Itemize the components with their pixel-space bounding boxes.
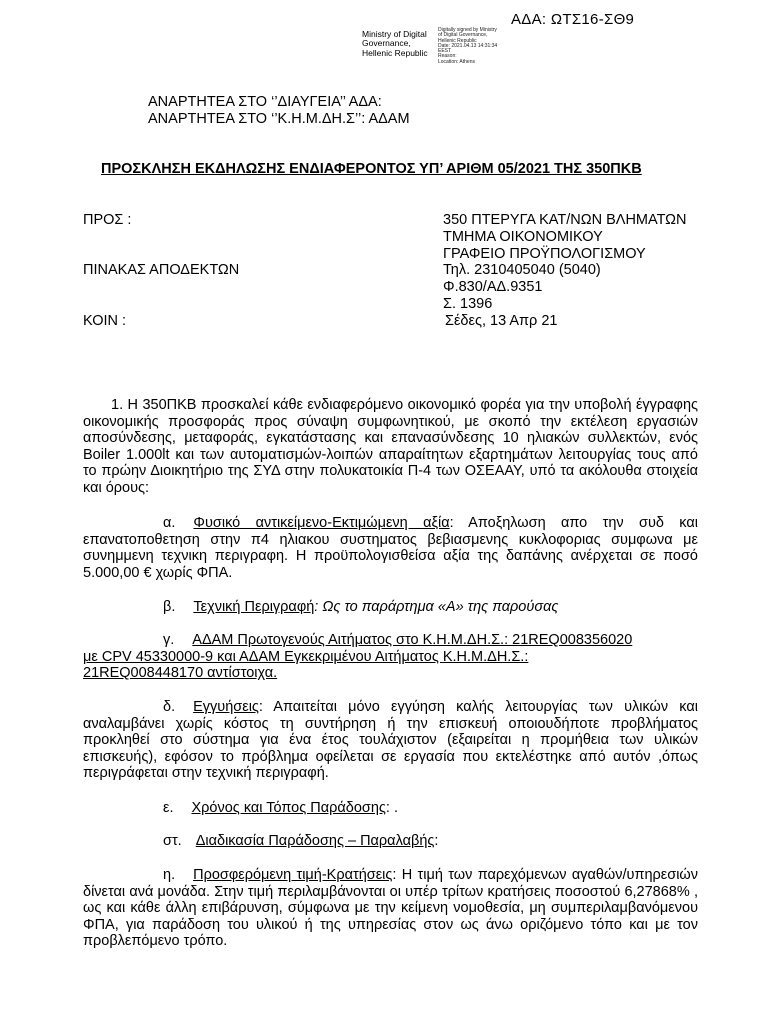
item-c — [83, 632, 698, 682]
item-st-text: : — [434, 833, 439, 849]
sender-dept: ΤΜΗΜΑ ΟΙΚΟΝΟΜΙΚΟΥ — [443, 228, 603, 245]
to-label: ΠΡΟΣ : — [83, 212, 132, 228]
posting-diavgeia: ΑΝΑΡΤΗΤΕΑ ΣΤΟ ‘’ΔΙΑΥΓΕΙΑ’’ ΑΔΑ: — [148, 94, 382, 110]
item-st-number: στ. — [163, 833, 182, 849]
item-st — [83, 833, 698, 850]
item-d-heading: Εγγυήσεις — [193, 699, 259, 715]
sender-number: Σ. 1396 — [443, 295, 493, 312]
item-c-cpv: με CPV 45330000-9 και ΑΔΑΜ Εγκεκριμένου Αιτήματος Κ.Η.Μ.ΔΗ.Σ.: — [83, 648, 529, 665]
item-b — [83, 599, 698, 616]
item-e-number: ε. — [163, 800, 174, 816]
item-c-number: γ. — [163, 632, 175, 648]
item-a-heading: Φυσικό αντικείμενο-Εκτιμώμενη αξία — [193, 515, 450, 531]
posting-khmdhs: ΑΝΑΡΤΗΤΕΑ ΣΤΟ ‘’Κ.Η.Μ.ΔΗ.Σ’’: ΑΔΑΜ — [148, 111, 410, 127]
item-h-number: η. — [163, 867, 176, 883]
item-b-text: : Ως το παράρτημα «Α» της παρούσας — [314, 599, 559, 615]
item-e — [83, 800, 698, 817]
sender-block — [443, 212, 687, 330]
intro-paragraph: 1. Η 350ΠΚΒ προσκαλεί κάθε ενδιαφερόμενο οικονομικό φορέα για την υποβολή έγγραφης οικονομικής προσφοράς προς σύναψη συμφωνητικού, με σκοπό την εκτέλεση εργασιών αποσύνδεσης, μεταφοράς, εγκατάστασης και επανασύνδεσης 10 ηλιακών συλλεκτών, ενός Boiler 1.000lt και των αυτοματισμών-λοιπών απαραίτητων εξαρτημάτων λειτουργίας τους από το πρώην Διοικητήριο της ΣΥΔ στην πολυκατοικία Π-4 των ΟΣΕΑΑΥ, υπό τα ακόλουθα στοιχεία και όρους: — [83, 397, 698, 496]
sender-phone: Τηλ. 2310405040 (5040) — [443, 262, 601, 279]
item-e-text: : . — [385, 800, 398, 816]
item-e-heading: Χρόνος και Τόπος Παράδοσης — [191, 800, 386, 816]
signer-name: Ministry of Digital Governance, Hellenic Republic — [362, 29, 428, 58]
item-h-text: : Η τιμή των παρεχόμενων αγαθών/υπηρεσιών δίνεται ανά μονάδα. Στην τιμή περιλαμβάνονται οι υπέρ τρίτων κρατήσεις ποσοστού 6,27868% , ως και κάθε άλλη επιβάρυνση, σύμφωνα με την κείμενη νομοθεσία, μη συμπεριλαμβανόμενου ΦΠΑ, για παράδοση του υλικού ή της υπηρεσίας στον ως άνω οριζόμενο τόπο και με τον προβλεπόμενο τρόπο. — [83, 867, 698, 950]
item-b-heading: Τεχνική Περιγραφή — [193, 599, 315, 615]
sender-unit: 350 ΠΤΕΡΥΓΑ ΚΑΤ/ΝΩΝ ΒΛΗΜΑΤΩΝ — [443, 212, 687, 228]
item-a — [83, 515, 698, 581]
item-b-number: β. — [163, 599, 176, 615]
sender-date: Σέδες, 13 Απρ 21 — [445, 312, 558, 329]
recipient-table-label: ΠΙΝΑΚΑΣ ΑΠΟΔΕΚΤΩΝ — [83, 262, 240, 278]
item-h-heading: Προσφερόμενη τιμή-Κρατήσεις — [193, 867, 393, 883]
item-d — [83, 699, 698, 782]
item-a-text: : Αποξηλωση απο την συδ και επανατοποθετηση στην π4 ηλιακου συστηματος βεβιασμενης κυκλοφοριας συμφωνα με συνημμενη τεχνικη περιγραφη. Η προϋπολογισθείσα αξία της δαπάνης ανέρχεται σε ποσό 5.000,00 € χωρίς ΦΠΑ. — [83, 515, 698, 581]
item-c-adam-primary: ΑΔΑΜ Πρωτογενούς Αιτήματος στο Κ.Η.Μ.ΔΗ.Σ.: 21REQ008356020 — [192, 632, 633, 648]
document-title: ΠΡΟΣΚΛΗΣΗ ΕΚΔΗΛΩΣΗΣ ΕΝΔΙΑΦΕΡΟΝΤΟΣ ΥΠ’ ΑΡΙΘΜ 05/2021 ΤΗΣ 350ΠΚΒ — [101, 161, 642, 177]
item-st-heading: Διαδικασία Παράδοσης – Παραλαβής — [195, 833, 435, 849]
item-h — [83, 867, 698, 950]
item-d-number: δ. — [163, 699, 176, 715]
cc-label: ΚΟΙΝ : — [83, 313, 127, 329]
item-d-text: : Απαιτείται μόνο εγγύηση καλής λειτουργίας των υλικών και αναλαμβάνει χωρίς κόστος τη συντήρηση ή την επισκευή οποιουδήποτε προβλήματος προκληθεί στο σύστημα για ένα έτος τουλάχιστον (εξαιρείται η προμήθεια των υλικών επισκευής), εφόσον το πρόβλημα οφείλεται σε εργασία που εκτελέστηκε από αυτόν ,όπως περιγράφεται στην τεχνική περιγραφή. — [83, 699, 698, 782]
sender-office: ΓΡΑΦΕΙΟ ΠΡΟΫΠΟΛΟΓΙΣΜΟΥ — [443, 245, 646, 262]
item-c-adam-approved: 21REQ008448170 αντίστοιχα. — [83, 665, 278, 682]
digital-signature-details: Digitally signed by Ministry of Digital Governance, Hellenic Republic Date: 2021.04.13 14:31:34 EEST Reason: Location: Athens — [438, 27, 498, 65]
sender-file: Φ.830/ΑΔ.9351 — [443, 279, 543, 296]
ada-code: ΑΔΑ: ΩΤΣ16-ΣΘ9 — [511, 11, 635, 28]
item-a-number: α. — [163, 515, 176, 531]
